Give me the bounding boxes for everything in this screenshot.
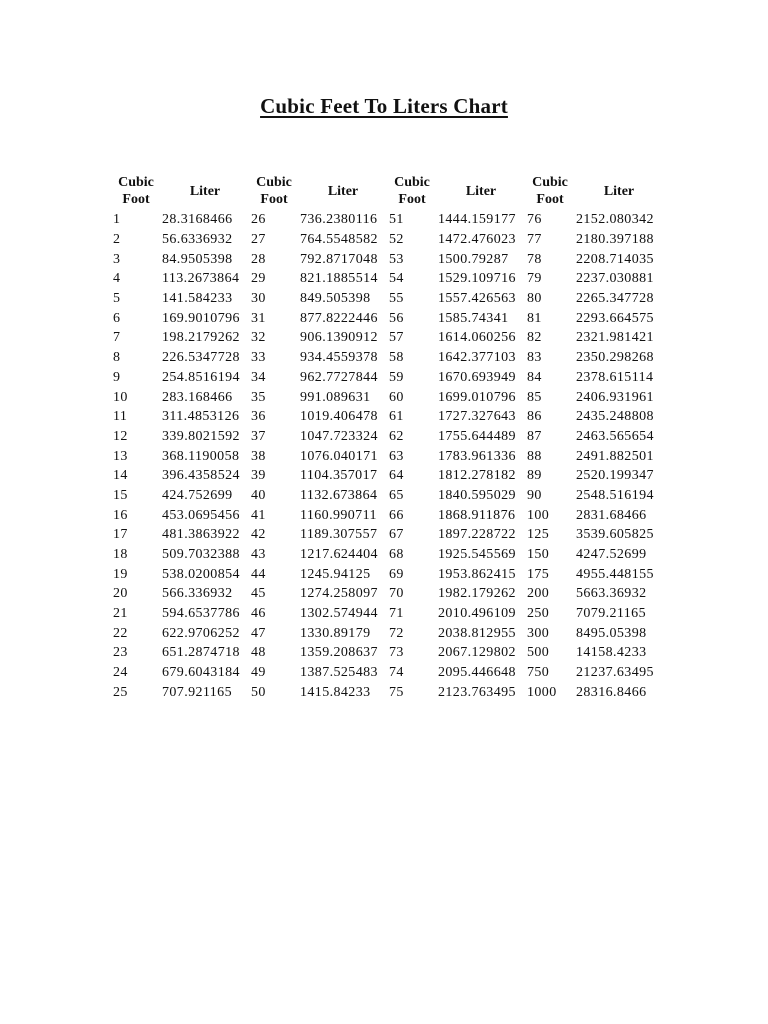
- liter-cell: 566.336932: [162, 586, 233, 602]
- cubic-foot-cell: 1000: [527, 684, 557, 700]
- liter-cell: 1444.159177: [438, 212, 516, 228]
- cubic-foot-cell: 38: [251, 448, 266, 464]
- cubic-foot-cell: 5: [113, 291, 121, 307]
- liter-cell: 1359.208637: [300, 645, 378, 661]
- liter-cell: 5663.36932: [576, 586, 647, 602]
- liter-cell: 2208.714035: [576, 251, 654, 267]
- cubic-foot-cell: 3: [113, 251, 121, 267]
- liter-cell: 481.3863922: [162, 527, 240, 543]
- cubic-foot-cell: 17: [113, 527, 128, 543]
- table-row: [112, 564, 664, 584]
- liter-cell: 2010.496109: [438, 606, 516, 622]
- cubic-foot-cell: 35: [251, 389, 266, 405]
- liter-cell: 2548.516194: [576, 487, 654, 503]
- cubic-foot-cell: 74: [389, 665, 404, 681]
- cubic-foot-cell: 28: [251, 251, 266, 267]
- liter-cell: 1557.426563: [438, 291, 516, 307]
- liter-cell: 2180.397188: [576, 232, 654, 248]
- liter-cell: 1245.94125: [300, 566, 371, 582]
- liter-cell: 538.0200854: [162, 566, 240, 582]
- table-row: [112, 486, 664, 506]
- liter-cell: 7079.21165: [576, 606, 646, 622]
- liter-cell: 21237.63495: [576, 665, 654, 681]
- liter-cell: 339.8021592: [162, 428, 240, 444]
- liter-cell: 2123.763495: [438, 684, 516, 700]
- cubic-foot-cell: 750: [527, 665, 550, 681]
- table-row: [112, 407, 664, 427]
- cubic-foot-cell: 68: [389, 547, 404, 563]
- cubic-foot-cell: 40: [251, 487, 266, 503]
- header-cubic-foot-line2: Foot: [260, 192, 288, 207]
- cubic-foot-cell: 250: [527, 606, 550, 622]
- header-liter: Liter: [465, 183, 497, 199]
- cubic-foot-cell: 78: [527, 251, 542, 267]
- cubic-foot-cell: 75: [389, 684, 404, 700]
- table-row: [112, 604, 664, 624]
- cubic-foot-cell: 57: [389, 330, 404, 346]
- cubic-foot-cell: 82: [527, 330, 542, 346]
- liter-cell: 622.9706252: [162, 625, 240, 641]
- cubic-foot-cell: 32: [251, 330, 266, 346]
- liter-cell: 1642.377103: [438, 350, 516, 366]
- liter-cell: 509.7032388: [162, 547, 240, 563]
- liter-cell: 1104.357017: [300, 468, 378, 484]
- liter-cell: 2463.565654: [576, 428, 654, 444]
- cubic-foot-cell: 52: [389, 232, 404, 248]
- header-row: [112, 172, 664, 210]
- cubic-foot-cell: 51: [389, 212, 404, 228]
- cubic-foot-cell: 86: [527, 409, 542, 425]
- liter-cell: 1670.693949: [438, 369, 516, 385]
- table-row: [112, 387, 664, 407]
- liter-cell: 283.168466: [162, 389, 233, 405]
- cubic-foot-cell: 83: [527, 350, 542, 366]
- liter-cell: 198.2179262: [162, 330, 240, 346]
- cubic-foot-cell: 59: [389, 369, 404, 385]
- table-row: [112, 643, 664, 663]
- liter-cell: 1727.327643: [438, 409, 516, 425]
- cubic-foot-cell: 53: [389, 251, 404, 267]
- liter-cell: 764.5548582: [300, 232, 378, 248]
- cubic-foot-cell: 100: [527, 507, 550, 523]
- cubic-foot-cell: 27: [251, 232, 266, 248]
- cubic-foot-cell: 12: [113, 428, 128, 444]
- liter-cell: 424.752699: [162, 487, 233, 503]
- cubic-foot-cell: 67: [389, 527, 404, 543]
- liter-cell: 4247.52699: [576, 547, 647, 563]
- liter-cell: 651.2874718: [162, 645, 240, 661]
- liter-cell: 1755.644489: [438, 428, 516, 444]
- cubic-foot-cell: 72: [389, 625, 404, 641]
- table-row: [112, 584, 664, 604]
- cubic-foot-cell: 23: [113, 645, 128, 661]
- cubic-foot-cell: 58: [389, 350, 404, 366]
- cubic-foot-cell: 200: [527, 586, 550, 602]
- cubic-foot-cell: 88: [527, 448, 542, 464]
- liter-cell: 56.6336932: [162, 232, 233, 248]
- cubic-foot-cell: 13: [113, 448, 128, 464]
- cubic-foot-cell: 175: [527, 566, 550, 582]
- liter-cell: 849.505398: [300, 291, 371, 307]
- table-body: [112, 210, 664, 702]
- liter-cell: 453.0695456: [162, 507, 240, 523]
- header-cubic-foot-line2: Foot: [536, 192, 564, 207]
- liter-cell: 2321.981421: [576, 330, 654, 346]
- liter-cell: 707.921165: [162, 684, 232, 700]
- table-row: [112, 525, 664, 545]
- cubic-foot-cell: 49: [251, 665, 266, 681]
- liter-cell: 3539.605825: [576, 527, 654, 543]
- cubic-foot-cell: 14: [113, 468, 128, 484]
- liter-cell: 1840.595029: [438, 487, 516, 503]
- liter-cell: 396.4358524: [162, 468, 240, 484]
- cubic-foot-cell: 500: [527, 645, 550, 661]
- liter-cell: 2095.446648: [438, 665, 516, 681]
- liter-cell: 2378.615114: [576, 369, 654, 385]
- cubic-foot-cell: 2: [113, 232, 121, 248]
- liter-cell: 991.089631: [300, 389, 371, 405]
- liter-cell: 1302.574944: [300, 606, 378, 622]
- table-row: [112, 230, 664, 250]
- liter-cell: 113.2673864: [162, 271, 240, 287]
- cubic-foot-cell: 24: [113, 665, 128, 681]
- table-row: [112, 289, 664, 309]
- cubic-foot-cell: 20: [113, 586, 128, 602]
- cubic-foot-cell: 70: [389, 586, 404, 602]
- liter-cell: 1925.545569: [438, 547, 516, 563]
- liter-cell: 1953.862415: [438, 566, 516, 582]
- cubic-foot-cell: 29: [251, 271, 266, 287]
- liter-cell: 1415.84233: [300, 684, 371, 700]
- liter-cell: 2406.931961: [576, 389, 654, 405]
- cubic-foot-cell: 66: [389, 507, 404, 523]
- header-cubic-foot: [250, 172, 298, 210]
- liter-cell: 368.1190058: [162, 448, 240, 464]
- liter-cell: 1160.990711: [300, 507, 377, 523]
- header-cubic-foot-line1: Cubic: [256, 175, 292, 190]
- liter-cell: 1217.624404: [300, 547, 378, 563]
- liter-cell: 1019.406478: [300, 409, 378, 425]
- liter-cell: 934.4559378: [300, 350, 378, 366]
- cubic-foot-cell: 64: [389, 468, 404, 484]
- cubic-foot-cell: 10: [113, 389, 128, 405]
- liter-cell: 1897.228722: [438, 527, 516, 543]
- liter-cell: 821.1885514: [300, 271, 378, 287]
- liter-cell: 2435.248808: [576, 409, 654, 425]
- cubic-foot-cell: 39: [251, 468, 266, 484]
- liter-cell: 906.1390912: [300, 330, 378, 346]
- table-row: [112, 663, 664, 683]
- liter-cell: 14158.4233: [576, 645, 647, 661]
- cubic-foot-cell: 46: [251, 606, 266, 622]
- cubic-foot-cell: 85: [527, 389, 542, 405]
- cubic-foot-cell: 300: [527, 625, 550, 641]
- cubic-foot-cell: 33: [251, 350, 266, 366]
- cubic-foot-cell: 31: [251, 310, 266, 326]
- liter-cell: 1500.79287: [438, 251, 509, 267]
- cubic-foot-cell: 63: [389, 448, 404, 464]
- cubic-foot-cell: 61: [389, 409, 404, 425]
- table-row: [112, 328, 664, 348]
- liter-cell: 2350.298268: [576, 350, 654, 366]
- liter-cell: 1982.179262: [438, 586, 516, 602]
- cubic-foot-cell: 25: [113, 684, 128, 700]
- cubic-foot-cell: 50: [251, 684, 266, 700]
- table-row: [112, 683, 664, 703]
- liter-cell: 311.4853126: [162, 409, 240, 425]
- cubic-foot-cell: 6: [113, 310, 121, 326]
- cubic-foot-cell: 15: [113, 487, 128, 503]
- liter-cell: 28316.8466: [576, 684, 647, 700]
- cubic-foot-cell: 150: [527, 547, 550, 563]
- liter-cell: 877.8222446: [300, 310, 378, 326]
- liter-cell: 2038.812955: [438, 625, 516, 641]
- liter-cell: 2520.199347: [576, 468, 654, 484]
- liter-cell: 1472.476023: [438, 232, 516, 248]
- table-row: [112, 348, 664, 368]
- cubic-foot-cell: 18: [113, 547, 128, 563]
- liter-cell: 1614.060256: [438, 330, 516, 346]
- cubic-foot-cell: 65: [389, 487, 404, 503]
- liter-cell: 594.6537786: [162, 606, 240, 622]
- cubic-foot-cell: 62: [389, 428, 404, 444]
- cubic-foot-cell: 34: [251, 369, 266, 385]
- cubic-foot-cell: 9: [113, 369, 121, 385]
- header-cubic-foot: [526, 172, 574, 210]
- cubic-foot-cell: 76: [527, 212, 542, 228]
- cubic-foot-cell: 8: [113, 350, 121, 366]
- header-liter: Liter: [603, 183, 635, 199]
- cubic-foot-cell: 81: [527, 310, 542, 326]
- table-row: [112, 427, 664, 447]
- cubic-foot-cell: 21: [113, 606, 128, 622]
- table-row: [112, 623, 664, 643]
- cubic-foot-cell: 73: [389, 645, 404, 661]
- conversion-table: [112, 172, 664, 702]
- cubic-foot-cell: 19: [113, 566, 128, 582]
- liter-cell: 2293.664575: [576, 310, 654, 326]
- cubic-foot-cell: 55: [389, 291, 404, 307]
- conversion-table-container: [112, 172, 664, 702]
- liter-cell: 1529.109716: [438, 271, 516, 287]
- liter-cell: 1076.040171: [300, 448, 378, 464]
- liter-cell: 2067.129802: [438, 645, 516, 661]
- header-cubic-foot-line1: Cubic: [118, 175, 154, 190]
- cubic-foot-cell: 90: [527, 487, 542, 503]
- liter-cell: 84.9505398: [162, 251, 233, 267]
- liter-cell: 141.584233: [162, 291, 233, 307]
- cubic-foot-cell: 11: [113, 409, 128, 425]
- table-row: [112, 249, 664, 269]
- liter-cell: 736.2380116: [300, 212, 378, 228]
- cubic-foot-cell: 89: [527, 468, 542, 484]
- liter-cell: 226.5347728: [162, 350, 240, 366]
- header-liter: Liter: [327, 183, 359, 199]
- cubic-foot-cell: 45: [251, 586, 266, 602]
- header-cubic-foot-line1: Cubic: [532, 175, 568, 190]
- liter-cell: 8495.05398: [576, 625, 647, 641]
- liter-cell: 1132.673864: [300, 487, 378, 503]
- liter-cell: 1812.278182: [438, 468, 516, 484]
- liter-cell: 2237.030881: [576, 271, 654, 287]
- cubic-foot-cell: 1: [113, 212, 121, 228]
- liter-cell: 1047.723324: [300, 428, 378, 444]
- liter-cell: 792.8717048: [300, 251, 378, 267]
- cubic-foot-cell: 44: [251, 566, 266, 582]
- liter-cell: 2491.882501: [576, 448, 654, 464]
- header-cubic-foot-line2: Foot: [398, 192, 426, 207]
- cubic-foot-cell: 60: [389, 389, 404, 405]
- cubic-foot-cell: 54: [389, 271, 404, 287]
- table-row: [112, 545, 664, 565]
- liter-cell: 1189.307557: [300, 527, 378, 543]
- liter-cell: 1387.525483: [300, 665, 378, 681]
- liter-cell: 679.6043184: [162, 665, 240, 681]
- liter-cell: 1585.74341: [438, 310, 509, 326]
- liter-cell: 1699.010796: [438, 389, 516, 405]
- cubic-foot-cell: 48: [251, 645, 266, 661]
- liter-cell: 2831.68466: [576, 507, 647, 523]
- header-cubic-foot-line1: Cubic: [394, 175, 430, 190]
- cubic-foot-cell: 43: [251, 547, 266, 563]
- cubic-foot-cell: 37: [251, 428, 266, 444]
- liter-cell: 28.3168466: [162, 212, 233, 228]
- cubic-foot-cell: 69: [389, 566, 404, 582]
- cubic-foot-cell: 84: [527, 369, 542, 385]
- cubic-foot-cell: 79: [527, 271, 542, 287]
- cubic-foot-cell: 26: [251, 212, 266, 228]
- liter-cell: 2265.347728: [576, 291, 654, 307]
- header-cubic-foot: [388, 172, 436, 210]
- cubic-foot-cell: 47: [251, 625, 266, 641]
- cubic-foot-cell: 30: [251, 291, 266, 307]
- header-cubic-foot: [112, 172, 160, 210]
- liter-cell: 1330.89179: [300, 625, 371, 641]
- cubic-foot-cell: 41: [251, 507, 266, 523]
- liter-cell: 169.9010796: [162, 310, 240, 326]
- cubic-foot-cell: 7: [113, 330, 121, 346]
- cubic-foot-cell: 4: [113, 271, 121, 287]
- cubic-foot-cell: 77: [527, 232, 542, 248]
- liter-cell: 2152.080342: [576, 212, 654, 228]
- header-liter: Liter: [189, 183, 221, 199]
- cubic-foot-cell: 80: [527, 291, 542, 307]
- table-row: [112, 368, 664, 388]
- cubic-foot-cell: 36: [251, 409, 266, 425]
- liter-cell: 254.8516194: [162, 369, 240, 385]
- table-row: [112, 446, 664, 466]
- liter-cell: 1783.961336: [438, 448, 516, 464]
- table-row: [112, 308, 664, 328]
- liter-cell: 1868.911876: [438, 507, 516, 523]
- page-title: Cubic Feet To Liters Chart: [260, 94, 508, 118]
- cubic-foot-cell: 125: [527, 527, 550, 543]
- cubic-foot-cell: 42: [251, 527, 266, 543]
- table-row: [112, 210, 664, 230]
- cubic-foot-cell: 22: [113, 625, 128, 641]
- table-row: [112, 466, 664, 486]
- liter-cell: 4955.448155: [576, 566, 654, 582]
- cubic-foot-cell: 56: [389, 310, 404, 326]
- cubic-foot-cell: 16: [113, 507, 128, 523]
- cubic-foot-cell: 87: [527, 428, 542, 444]
- table-row: [112, 505, 664, 525]
- liter-cell: 962.7727844: [300, 369, 378, 385]
- header-cubic-foot-line2: Foot: [122, 192, 150, 207]
- table-row: [112, 269, 664, 289]
- liter-cell: 1274.258097: [300, 586, 378, 602]
- cubic-foot-cell: 71: [389, 606, 404, 622]
